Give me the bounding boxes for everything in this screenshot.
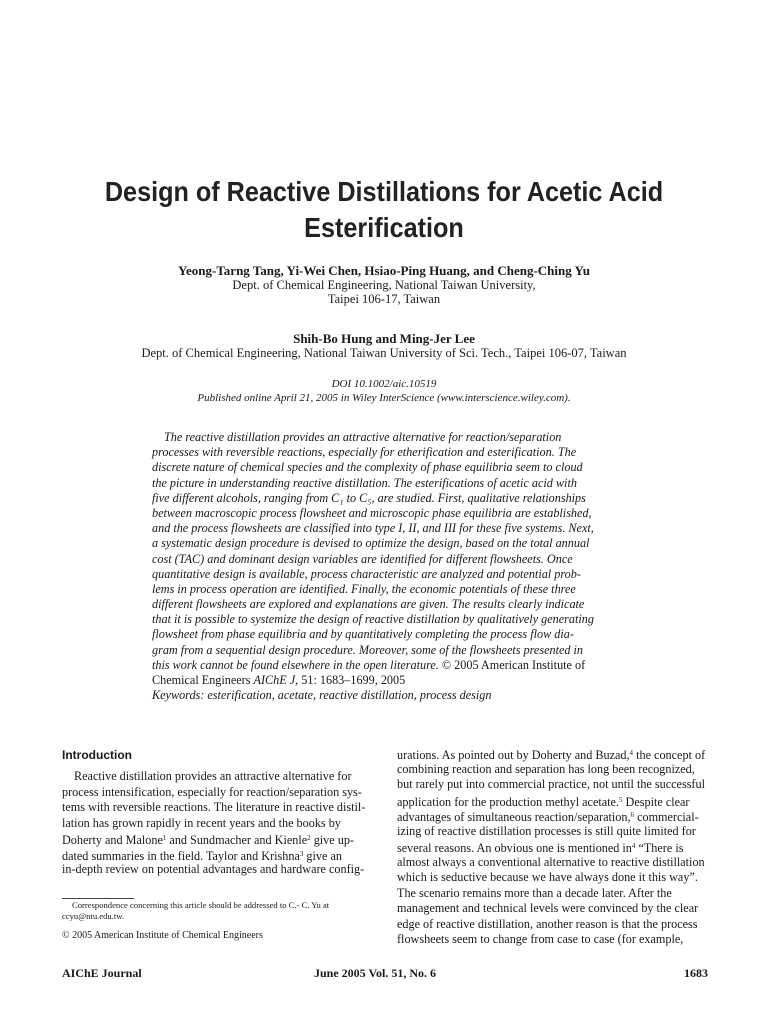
body-line: flowsheets seem to change from case to case (for example, (397, 932, 684, 946)
abstract-line: between macroscopic process flowsheet and microscopic phase equilibria are established, (152, 505, 592, 520)
abstract-line: that it is possible to systemize the design of reactive distillation by qualitatively generating (152, 612, 594, 627)
footnote (62, 900, 374, 921)
reference-marker: 2 (307, 834, 311, 842)
abstract-line: The reactive distillation provides an attractive alternative for reaction/separation (164, 430, 562, 444)
copyright-notice: © 2005 American Institute of Chemical Engineers (62, 930, 263, 941)
body-line: in-depth review on potential advantages and hardware config- (62, 862, 365, 876)
keywords: Keywords: esterification, acetate, reactive distillation, process design (152, 688, 492, 703)
abstract-line: and the process flowsheets are classified into type I, II, and III for these five systems. Next, (152, 521, 594, 536)
body-line: izing of reactive distillation processes is still quite limited for (397, 823, 696, 838)
abstract-copyright: © 2005 American Institute of (438, 657, 586, 672)
reference-marker: 1 (162, 834, 167, 842)
body-line: almost always a conventional alternative to reactive distillation (397, 854, 705, 869)
body-text: advantages of simultaneous reaction/separation, (397, 810, 631, 824)
reference-marker: 4 (629, 749, 634, 757)
body-text: the concept of (633, 748, 706, 762)
body-line: The scenario remains more than a decade later. After the (397, 885, 672, 900)
abstract-line: gram from a sequential design procedure. Moreover, some of the flowsheets presented in (152, 642, 584, 657)
body-line: which is seductive because we have always done it this way”. (397, 870, 698, 884)
body-text: commercial- (634, 810, 699, 824)
affiliation-line: Dept. of Chemical Engineering, National Taiwan University, (232, 278, 536, 292)
body-text: application for the production methyl acetate. (397, 794, 619, 809)
abstract-line: processes with reversible reactions, especially for etherification and esterification. The (152, 445, 577, 460)
body-text: give up- (310, 833, 354, 847)
abstract-line (152, 658, 618, 673)
body-text: give an (303, 848, 342, 863)
title-line-1: Design of Reactive Distillations for Acetic Acid (104, 176, 664, 207)
reference-marker: 5 (619, 795, 623, 804)
abstract-line: discrete nature of chemical species and the complexity of phase equilibria seem to cloud (152, 460, 583, 475)
footer-journal: AIChE Journal (62, 966, 142, 980)
affiliation-group-2: Dept. of Chemical Engineering, National Taiwan University of Sci. Tech., Taipei 106-07, Taiwan (141, 346, 627, 360)
body-line (62, 831, 374, 847)
citation-prefix: Chemical Engineers (152, 673, 254, 687)
paper-title (74, 174, 693, 246)
body-line: Reactive distillation provides an attractive alternative for (74, 769, 352, 783)
body-text: urations. As pointed out by Doherty and Buzad, (397, 748, 630, 762)
citation-suffix: 51: 1683–1699, 2005 (298, 673, 406, 687)
abstract-line: quantitative design is available, process characteristic are analyzed and potential prob- (152, 566, 581, 581)
abstract-line: cost (TAC) and dominant design variables are identified for different flowsheets. Once (152, 551, 573, 566)
abstract (152, 430, 618, 703)
doi: DOI 10.1002/aic.10519 (331, 378, 437, 390)
body-line (397, 808, 709, 824)
reference-marker: 6 (630, 811, 635, 819)
body-text: Doherty and Malone (62, 833, 163, 847)
authors-group-2: Shih-Bo Hung and Ming-Jer Lee (293, 331, 475, 346)
body-line (397, 746, 709, 762)
affiliation-group-1 (60, 278, 708, 306)
page-number: 1683 (684, 966, 708, 980)
section-heading-introduction: Introduction (62, 748, 132, 762)
body-text: “There is (635, 841, 684, 855)
reference-marker: 4 (631, 842, 636, 850)
body-text: and Sundmacher and Kienle (166, 833, 308, 847)
reference-marker: 3 (299, 849, 304, 858)
body-line (397, 839, 709, 855)
authors-group-1: Yeong-Tarng Tang, Yi-Wei Chen, Hsiao-Ping Huang, and Cheng-Ching Yu (178, 263, 590, 278)
running-footer (62, 965, 708, 981)
body-line: process intensification, especially for reaction/separation sys- (62, 784, 362, 799)
left-column (62, 748, 374, 878)
abstract-line: five different alcohols, ranging from C₁ to C₅, are studied. First, qualitative relationships (152, 490, 586, 505)
citation-journal: AIChE J, (253, 673, 299, 687)
body-line (397, 793, 709, 809)
body-text: several reasons. An obvious one is mentioned in (397, 841, 632, 855)
right-column (397, 746, 709, 948)
abstract-line: flowsheet from phase equilibria and by quantitatively completing the process flow dia- (152, 627, 574, 642)
body-line: combining reaction and separation has long been recognized, (397, 761, 695, 776)
body-text: Despite clear (622, 794, 690, 809)
abstract-citation (152, 673, 618, 688)
abstract-line: a systematic design procedure is devised to optimize the design, based on the total annual (152, 536, 590, 551)
footnote-line: ccyu@ntu.edu.tw. (62, 910, 125, 921)
abstract-line: the picture in understanding reactive distillation. The esterifications of acetic acid with (152, 475, 577, 490)
published-online: Published online April 21, 2005 in Wiley InterScience (www.interscience.wiley.com). (197, 392, 571, 404)
footnote-divider (62, 898, 134, 899)
body-line: lation has grown rapidly in recent years and the books by (62, 815, 341, 830)
body-line: tems with reversible reactions. The literature in reactive distil- (62, 800, 366, 814)
abstract-line: lems in process operation are identified. Finally, the economic potentials of these three (152, 581, 576, 596)
body-line (62, 847, 374, 863)
body-line: edge of reactive distillation, another reason is that the process (397, 916, 698, 931)
title-line-2: Esterification (304, 212, 464, 243)
footer-issue: June 2005 Vol. 51, No. 6 (314, 966, 437, 980)
abstract-text: this work cannot be found elsewhere in the open literature. (152, 657, 439, 672)
footnote-line: Correspondence concerning this article should be addressed to C.- C. Yu at (72, 900, 330, 910)
body-line: but rarely put into commercial practice, not until the successful (397, 777, 705, 791)
body-line: management and technical levels were convinced by the clear (397, 901, 699, 915)
affiliation-line: Taipei 106-17, Taiwan (327, 292, 441, 306)
body-text: dated summaries in the field. Taylor and Krishna (62, 848, 300, 863)
abstract-line: different flowsheets are explored and explanations are given. The results clearly indicate (152, 597, 585, 612)
